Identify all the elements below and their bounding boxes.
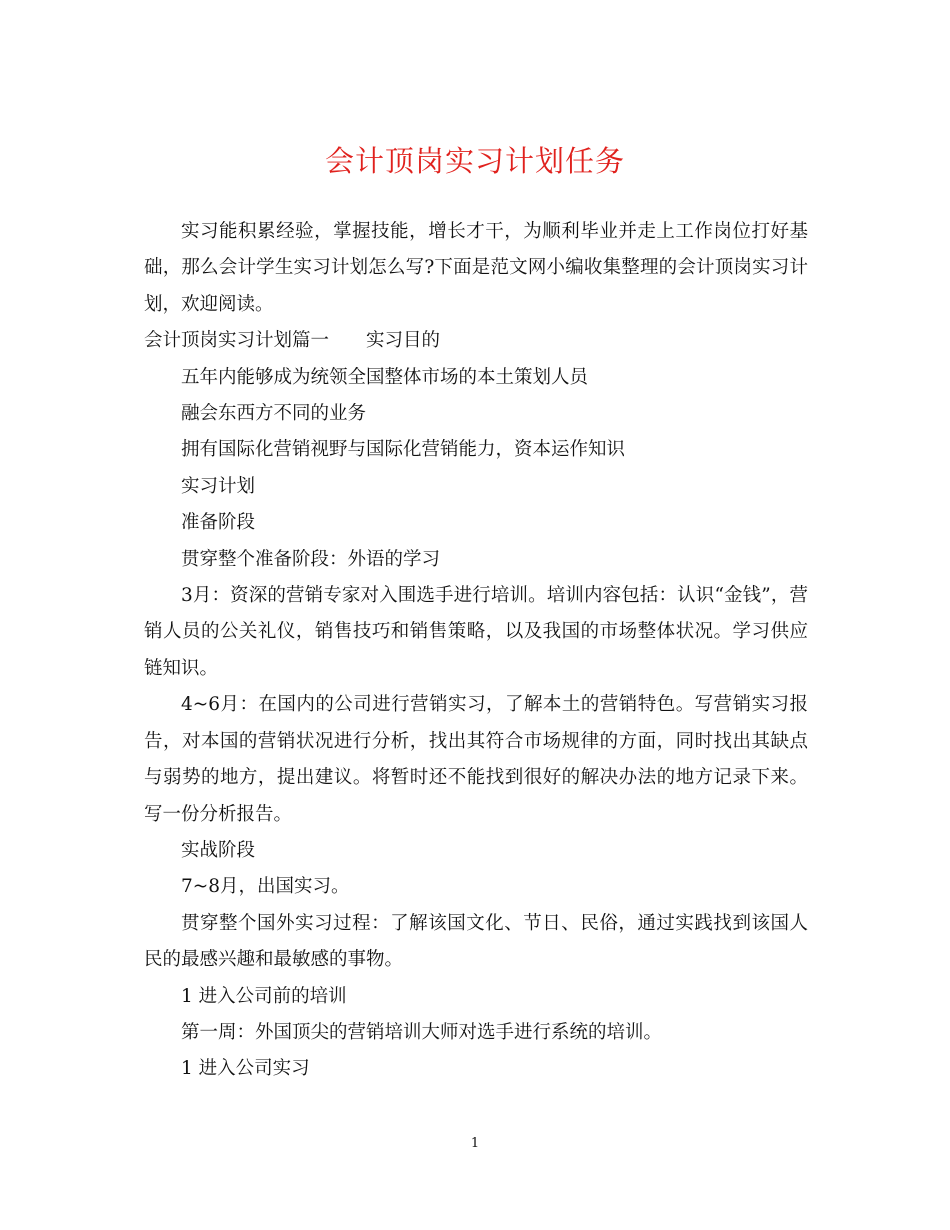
paragraph: 1 进入公司前的培训 <box>181 985 347 1007</box>
section-heading: 会计顶岗实习计划篇一 实习目的 <box>144 330 441 352</box>
paragraph: 五年内能够成为统领全国整体市场的本土策划人员 <box>181 366 589 388</box>
paragraph: 准备阶段 <box>181 512 256 534</box>
paragraph: 1 进入公司实习 <box>181 1058 310 1080</box>
paragraph: 4~6月：在国内的公司进行营销实习，了解本土的营销特色。写营销实习报告，对本国的营销状况进行分析，找出其符合市场规律的方面，同时找出其缺点与弱势的地方，提出建议。将暂时还不能找到很好的解决办法的地方记录下来。写一份分析报告。 <box>144 694 808 825</box>
document-title: 会计顶岗实习计划任务 <box>324 144 625 178</box>
paragraph: 3月：资深的营销专家对入围选手进行培训。培训内容包括：认识“金钱”，营销人员的公关礼仪，销售技巧和销售策略，以及我国的市场整体状况。学习供应链知识。 <box>144 585 808 679</box>
paragraph: 实习计划 <box>181 475 256 497</box>
paragraph: 贯穿整个国外实习过程：了解该国文化、节日、民俗，通过实践找到该国人民的最感兴趣和最敏感的事物。 <box>144 912 808 971</box>
document-body <box>144 214 808 1088</box>
paragraph: 拥有国际化营销视野与国际化营销能力，资本运作知识 <box>181 439 626 461</box>
paragraph: 融会东西方不同的业务 <box>181 403 367 425</box>
paragraph: 贯穿整个准备阶段：外语的学习 <box>181 548 441 570</box>
paragraph: 第一周：外国顶尖的营销培训大师对选手进行系统的培训。 <box>181 1021 663 1043</box>
intro-paragraph: 实习能积累经验，掌握技能，增长才干，为顺利毕业并走上工作岗位打好基础，那么会计学生实习计划怎么写?下面是范文网小编收集整理的会计顶岗实习计划，欢迎阅读。 <box>144 221 808 315</box>
paragraph: 7~8月，出国实习。 <box>181 876 350 898</box>
page-number: 1 <box>470 1136 480 1151</box>
paragraph: 实战阶段 <box>181 839 256 861</box>
